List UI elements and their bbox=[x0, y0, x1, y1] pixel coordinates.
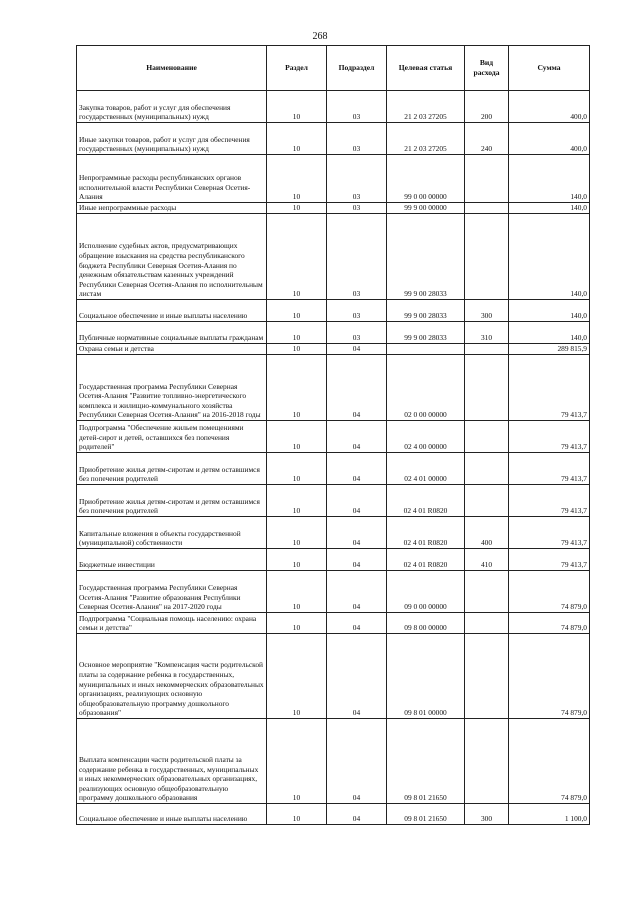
row-section: 10 bbox=[267, 613, 327, 634]
row-sum: 79 413,7 bbox=[509, 355, 590, 421]
table-row bbox=[77, 613, 590, 634]
row-target: 09 8 00 00000 bbox=[387, 613, 465, 634]
row-sum: 79 413,7 bbox=[509, 453, 590, 485]
table-row bbox=[77, 719, 590, 804]
row-sum: 140,0 bbox=[509, 214, 590, 300]
row-subsection: 03 bbox=[327, 155, 387, 203]
row-type bbox=[465, 719, 509, 804]
row-name: Социальное обеспечение и иные выплаты населению bbox=[77, 300, 267, 322]
row-type: 310 bbox=[465, 322, 509, 344]
row-sum: 140,0 bbox=[509, 203, 590, 214]
header-target: Целевая статья bbox=[387, 46, 465, 91]
row-target: 02 4 01 R0820 bbox=[387, 549, 465, 571]
row-type bbox=[465, 355, 509, 421]
row-name: Основное мероприятие "Компенсация части родительской платы за содержание ребенка в государственных, муниципальных и иных некоммерческих образовательных организациях, реализующих основную общеобразовательную программу дошкольного образования" bbox=[77, 634, 267, 719]
row-section: 10 bbox=[267, 91, 327, 123]
row-type bbox=[465, 203, 509, 214]
row-subsection: 04 bbox=[327, 344, 387, 355]
row-name: Иные непрограммные расходы bbox=[77, 203, 267, 214]
row-name: Подпрограмма "Социальная помощь населению: охрана семьи и детства" bbox=[77, 613, 267, 634]
row-subsection: 03 bbox=[327, 123, 387, 155]
row-subsection: 04 bbox=[327, 549, 387, 571]
row-section: 10 bbox=[267, 571, 327, 613]
row-type: 410 bbox=[465, 549, 509, 571]
row-target: 09 8 01 21650 bbox=[387, 804, 465, 825]
row-section: 10 bbox=[267, 355, 327, 421]
row-section: 10 bbox=[267, 300, 327, 322]
row-target: 21 2 03 27205 bbox=[387, 91, 465, 123]
row-type: 400 bbox=[465, 517, 509, 549]
row-section: 10 bbox=[267, 203, 327, 214]
row-target: 02 0 00 00000 bbox=[387, 355, 465, 421]
row-target: 02 4 01 R0820 bbox=[387, 517, 465, 549]
row-subsection: 03 bbox=[327, 214, 387, 300]
row-name: Охрана семьи и детства bbox=[77, 344, 267, 355]
row-name: Бюджетные инвестиции bbox=[77, 549, 267, 571]
row-subsection: 04 bbox=[327, 804, 387, 825]
table-row bbox=[77, 344, 590, 355]
table-body bbox=[77, 91, 590, 825]
table-row bbox=[77, 804, 590, 825]
row-target: 09 8 01 21650 bbox=[387, 719, 465, 804]
row-section: 10 bbox=[267, 123, 327, 155]
row-name: Иные закупки товаров, работ и услуг для обеспечения государственных (муниципальных) нужд bbox=[77, 123, 267, 155]
row-subsection: 04 bbox=[327, 421, 387, 453]
row-sum: 74 879,0 bbox=[509, 571, 590, 613]
row-section: 10 bbox=[267, 344, 327, 355]
row-name: Капитальные вложения в объекты государственной (муниципальной) собственности bbox=[77, 517, 267, 549]
row-sum: 79 413,7 bbox=[509, 485, 590, 517]
table-row bbox=[77, 485, 590, 517]
table-row bbox=[77, 123, 590, 155]
row-name: Социальное обеспечение и иные выплаты населению bbox=[77, 804, 267, 825]
row-type bbox=[465, 155, 509, 203]
row-section: 10 bbox=[267, 453, 327, 485]
row-type bbox=[465, 453, 509, 485]
header-sum: Сумма bbox=[509, 46, 590, 91]
row-subsection: 04 bbox=[327, 355, 387, 421]
row-target: 99 9 00 28033 bbox=[387, 214, 465, 300]
table-row bbox=[77, 549, 590, 571]
table-row bbox=[77, 300, 590, 322]
row-sum: 1 100,0 bbox=[509, 804, 590, 825]
row-type bbox=[465, 634, 509, 719]
table-row bbox=[77, 421, 590, 453]
row-sum: 79 413,7 bbox=[509, 549, 590, 571]
row-sum: 74 879,0 bbox=[509, 634, 590, 719]
row-section: 10 bbox=[267, 719, 327, 804]
row-name: Непрограммные расходы республиканских органов исполнительной власти Республики Северная Осетия-Алания bbox=[77, 155, 267, 203]
row-sum: 79 413,7 bbox=[509, 421, 590, 453]
table-row bbox=[77, 214, 590, 300]
row-name: Исполнение судебных актов, предусматривающих обращение взыскания на средства республиканского бюджета Республики Северная Осетия-Алания по денежным обязательствам казенных учреждений Республики Северная Осетия-Алания по исполнительным листам bbox=[77, 214, 267, 300]
row-subsection: 03 bbox=[327, 91, 387, 123]
row-section: 10 bbox=[267, 322, 327, 344]
row-subsection: 03 bbox=[327, 322, 387, 344]
row-name: Публичные нормативные социальные выплаты гражданам bbox=[77, 322, 267, 344]
row-target: 99 0 00 00000 bbox=[387, 155, 465, 203]
table-row bbox=[77, 453, 590, 485]
row-section: 10 bbox=[267, 804, 327, 825]
row-target: 02 4 01 00000 bbox=[387, 453, 465, 485]
header-subsection: Подраздел bbox=[327, 46, 387, 91]
row-section: 10 bbox=[267, 155, 327, 203]
row-type: 200 bbox=[465, 91, 509, 123]
row-subsection: 03 bbox=[327, 300, 387, 322]
row-type bbox=[465, 214, 509, 300]
table-row bbox=[77, 155, 590, 203]
row-sum: 289 815,9 bbox=[509, 344, 590, 355]
header-name: Наименование bbox=[77, 46, 267, 91]
row-section: 10 bbox=[267, 421, 327, 453]
table-row bbox=[77, 517, 590, 549]
row-target: 09 0 00 00000 bbox=[387, 571, 465, 613]
row-sum: 74 879,0 bbox=[509, 613, 590, 634]
row-name: Выплата компенсации части родительской платы за содержание ребенка в государственных, муниципальных и иных некоммерческих образовательных организациях, реализующих основную общеобразовательную программу дошкольного образования bbox=[77, 719, 267, 804]
row-section: 10 bbox=[267, 485, 327, 517]
table-row bbox=[77, 203, 590, 214]
row-name: Государственная программа Республики Северная Осетия-Алания "Развитие образования Республики Северная Осетия-Алания" на 2017-2020 годы bbox=[77, 571, 267, 613]
row-type bbox=[465, 613, 509, 634]
row-target: 09 8 01 00000 bbox=[387, 634, 465, 719]
row-target: 99 9 00 28033 bbox=[387, 300, 465, 322]
row-subsection: 04 bbox=[327, 453, 387, 485]
row-target: 99 9 00 28033 bbox=[387, 322, 465, 344]
row-target: 02 4 01 R0820 bbox=[387, 485, 465, 517]
page-number: 268 bbox=[312, 31, 328, 42]
row-subsection: 04 bbox=[327, 485, 387, 517]
row-sum: 74 879,0 bbox=[509, 719, 590, 804]
row-target: 21 2 03 27205 bbox=[387, 123, 465, 155]
row-type bbox=[465, 421, 509, 453]
row-name: Приобретение жилья детям-сиротам и детям оставшимся без попечения родителей bbox=[77, 485, 267, 517]
table-header-row bbox=[77, 46, 590, 91]
table-row bbox=[77, 571, 590, 613]
table-row bbox=[77, 355, 590, 421]
row-type bbox=[465, 571, 509, 613]
row-sum: 140,0 bbox=[509, 300, 590, 322]
row-type bbox=[465, 485, 509, 517]
row-type: 300 bbox=[465, 804, 509, 825]
row-sum: 400,0 bbox=[509, 91, 590, 123]
row-sum: 400,0 bbox=[509, 123, 590, 155]
row-target: 02 4 00 00000 bbox=[387, 421, 465, 453]
row-sum: 140,0 bbox=[509, 155, 590, 203]
row-subsection: 04 bbox=[327, 634, 387, 719]
table-row bbox=[77, 91, 590, 123]
row-type: 300 bbox=[465, 300, 509, 322]
row-section: 10 bbox=[267, 214, 327, 300]
row-type bbox=[465, 344, 509, 355]
row-sum: 79 413,7 bbox=[509, 517, 590, 549]
row-subsection: 03 bbox=[327, 203, 387, 214]
row-subsection: 04 bbox=[327, 517, 387, 549]
row-target: 99 9 00 00000 bbox=[387, 203, 465, 214]
row-subsection: 04 bbox=[327, 719, 387, 804]
row-name: Приобретение жилья детям-сиротам и детям оставшимся без попечения родителей bbox=[77, 453, 267, 485]
header-type: Вид расхода bbox=[465, 46, 509, 91]
row-name: Подпрограмма "Обеспечение жильем помещениями детей-сирот и детей, оставшихся без попечения родителей" bbox=[77, 421, 267, 453]
row-target bbox=[387, 344, 465, 355]
row-section: 10 bbox=[267, 634, 327, 719]
table-row bbox=[77, 634, 590, 719]
row-subsection: 04 bbox=[327, 613, 387, 634]
row-sum: 140,0 bbox=[509, 322, 590, 344]
header-section: Раздел bbox=[267, 46, 327, 91]
table-row bbox=[77, 322, 590, 344]
row-section: 10 bbox=[267, 517, 327, 549]
row-section: 10 bbox=[267, 549, 327, 571]
row-type: 240 bbox=[465, 123, 509, 155]
row-subsection: 04 bbox=[327, 571, 387, 613]
row-name: Государственная программа Республики Северная Осетия-Алания "Развитие топливно-энергетического комплекса и жилищно-коммунального хозяйства Республики Северная Осетия-Алания" на 2016-2018 годы bbox=[77, 355, 267, 421]
budget-table bbox=[76, 45, 590, 825]
row-name: Закупка товаров, работ и услуг для обеспечения государственных (муниципальных) нужд bbox=[77, 91, 267, 123]
